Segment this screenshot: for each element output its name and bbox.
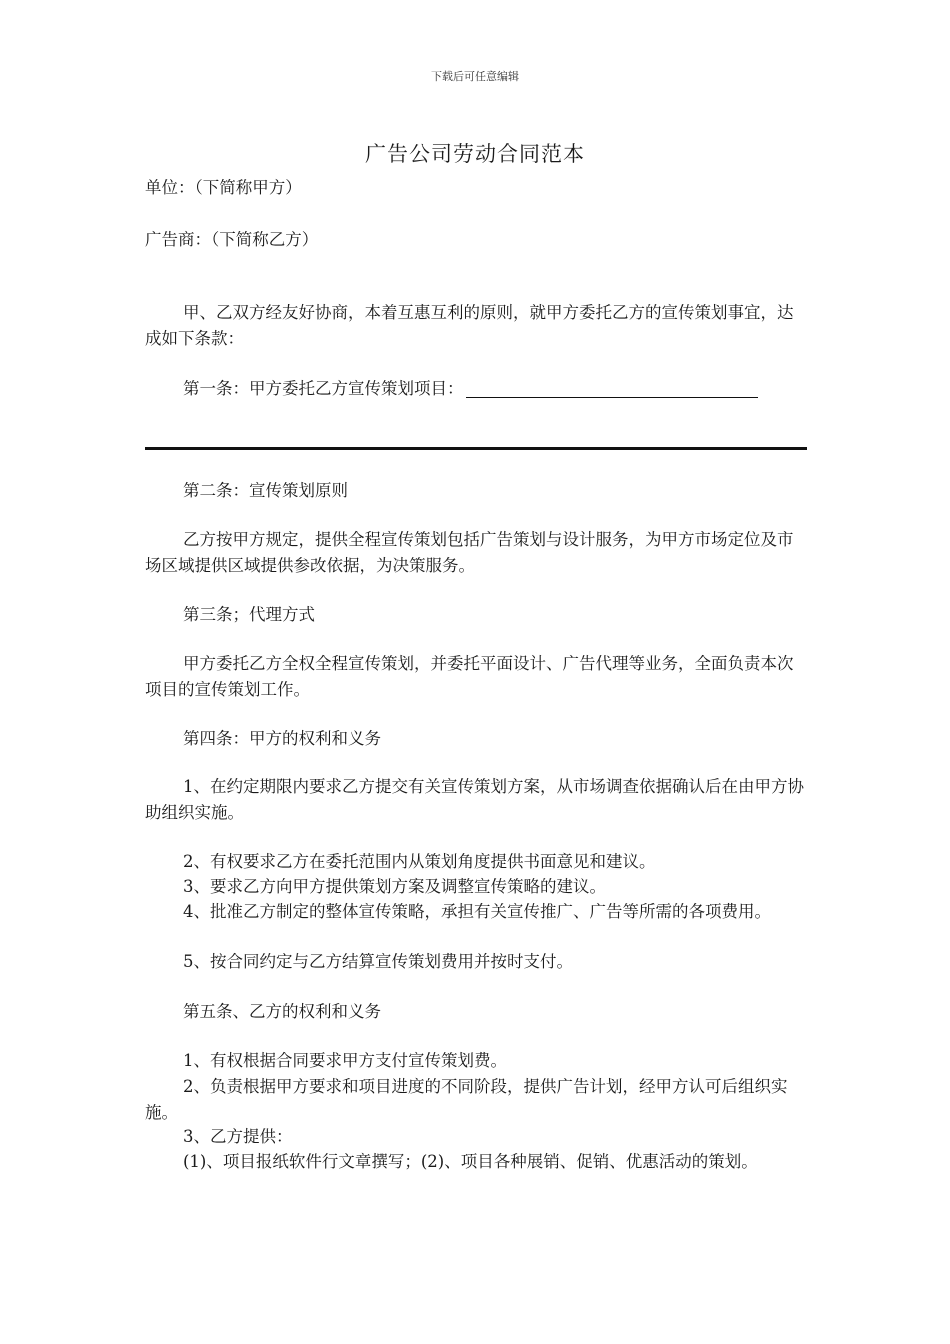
document-title: 广告公司劳动合同范本 [365, 142, 585, 166]
article-3-text: 甲方委托乙方全权全程宣传策划，并委托平面设计、广告代理等业务，全面负责本次项目的宣传策划工作。 [145, 654, 794, 699]
article-1-text: 第一条：甲方委托乙方宣传策划项目： [183, 379, 464, 398]
article-4-item-2: 2、有权要求乙方在委托范围内从策划角度提供书面意见和建议。 [183, 852, 656, 871]
party-a-line: 单位：（下简称甲方） [145, 178, 302, 197]
article-5-item-3: 3、乙方提供： [183, 1127, 293, 1146]
article-2-title: 第二条：宣传策划原则 [183, 481, 348, 500]
header-note: 下载后可任意编辑 [431, 70, 519, 83]
article-4-item-5: 5、按合同约定与乙方结算宣传策划费用并按时支付。 [183, 952, 573, 971]
article-4-title: 第四条：甲方的权利和义务 [183, 729, 381, 748]
fill-in-blank [466, 379, 758, 398]
article-5-item-2: 2、负责根据甲方要求和项目进度的不同阶段，提供广告计划，经甲方认可后组织实施。 [145, 1077, 788, 1122]
article-3-title: 第三条；代理方式 [183, 605, 315, 624]
article-2-text: 乙方按甲方规定，提供全程宣传策划包括广告策划与设计服务，为甲方市场定位及市场区域提供区域提供参改依据，为决策服务。 [145, 530, 794, 575]
article-4-item-4: 4、批准乙方制定的整体宣传策略，承担有关宣传推广、广告等所需的各项费用。 [183, 902, 771, 921]
article-4-item-1: 1、在约定期限内要求乙方提交有关宣传策划方案，从市场调查依据确认后在由甲方协助组织实施。 [145, 777, 804, 822]
divider-rule [145, 447, 807, 450]
article-1 [145, 376, 810, 402]
article-4-item-3: 3、要求乙方向甲方提供策划方案及调整宣传策略的建议。 [183, 877, 606, 896]
article-5-title: 第五条、乙方的权利和义务 [183, 1002, 381, 1021]
article-5-item-1: 1、有权根据合同要求甲方支付宣传策划费。 [183, 1051, 507, 1070]
intro-paragraph: 甲、乙双方经友好协商，本着互惠互利的原则，就甲方委托乙方的宣传策划事宜，达成如下条款： [145, 303, 794, 348]
party-b-line: 广告商：（下简称乙方） [145, 230, 319, 249]
article-5-item-4: (1)、项目报纸软件行文章撰写；(2)、项目各种展销、促销、优惠活动的策划。 [183, 1152, 758, 1171]
